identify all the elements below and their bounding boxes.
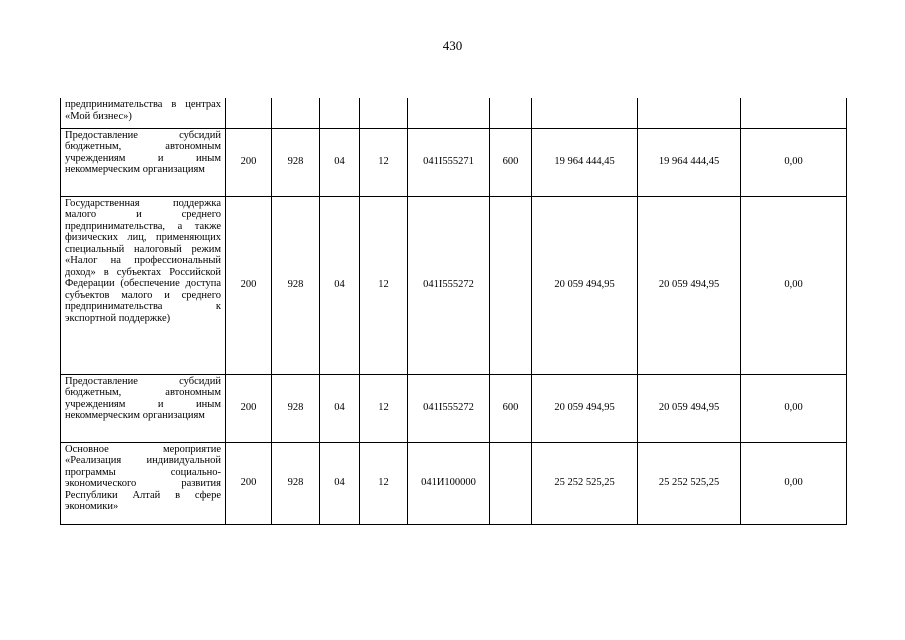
cell-subsection: [360, 98, 408, 128]
budget-table: [60, 98, 847, 525]
table-row: [61, 442, 847, 524]
cell-amount-approved: [532, 98, 638, 128]
cell-section: 04: [320, 128, 360, 196]
cell-amount-executed: 25 252 525,25: [638, 442, 741, 524]
cell-amount-difference: 0,00: [741, 128, 847, 196]
row-description: Государственная поддержка малого и среднего предпринимательства, а также физических лиц, применяющих специальный налоговый режим «Налог на профессиональный доход» в субъектах Российской Федерации (обеспечение доступа субъектов малого и среднего предпринимательства к экспортной поддержке): [61, 196, 226, 374]
cell-section: 04: [320, 196, 360, 374]
table-row: [61, 128, 847, 196]
cell-amount-difference: 0,00: [741, 374, 847, 442]
cell-subsection: 12: [360, 374, 408, 442]
table-row: [61, 98, 847, 128]
cell-target-article: [408, 98, 490, 128]
row-description: Предоставление субсидий бюджетным, автономным учреждениям и иным некоммерческим организациям: [61, 374, 226, 442]
cell-target-article: 041И100000: [408, 442, 490, 524]
cell-section: [320, 98, 360, 128]
row-description: Основное мероприятие «Реализация индивидуальной программы социально-экономического развития Республики Алтай в сфере экономики»: [61, 442, 226, 524]
cell-code: 200: [226, 442, 272, 524]
cell-target-article: 041I555271: [408, 128, 490, 196]
cell-expense-type: 600: [490, 128, 532, 196]
cell-amount-difference: 0,00: [741, 442, 847, 524]
table-row: [61, 374, 847, 442]
cell-code: 200: [226, 128, 272, 196]
cell-amount-executed: 20 059 494,95: [638, 196, 741, 374]
row-description: предпринимательства в центрах «Мой бизнес»): [61, 98, 226, 128]
cell-code: [226, 98, 272, 128]
cell-amount-difference: 0,00: [741, 196, 847, 374]
cell-ministry: 928: [272, 196, 320, 374]
cell-expense-type: [490, 442, 532, 524]
cell-amount-executed: 19 964 444,45: [638, 128, 741, 196]
cell-section: 04: [320, 442, 360, 524]
cell-target-article: 041I555272: [408, 374, 490, 442]
cell-amount-executed: 20 059 494,95: [638, 374, 741, 442]
cell-expense-type: [490, 196, 532, 374]
cell-code: 200: [226, 196, 272, 374]
cell-ministry: [272, 98, 320, 128]
cell-amount-difference: [741, 98, 847, 128]
cell-subsection: 12: [360, 128, 408, 196]
cell-amount-approved: 19 964 444,45: [532, 128, 638, 196]
cell-ministry: 928: [272, 442, 320, 524]
cell-code: 200: [226, 374, 272, 442]
cell-amount-approved: 25 252 525,25: [532, 442, 638, 524]
cell-expense-type: [490, 98, 532, 128]
cell-subsection: 12: [360, 442, 408, 524]
cell-amount-approved: 20 059 494,95: [532, 374, 638, 442]
cell-ministry: 928: [272, 128, 320, 196]
cell-amount-executed: [638, 98, 741, 128]
cell-target-article: 041I555272: [408, 196, 490, 374]
cell-expense-type: 600: [490, 374, 532, 442]
page-number: 430: [442, 38, 463, 53]
cell-ministry: 928: [272, 374, 320, 442]
cell-amount-approved: 20 059 494,95: [532, 196, 638, 374]
row-description: Предоставление субсидий бюджетным, автономным учреждениям и иным некоммерческим организациям: [61, 128, 226, 196]
table-row: [61, 196, 847, 374]
cell-section: 04: [320, 374, 360, 442]
cell-subsection: 12: [360, 196, 408, 374]
